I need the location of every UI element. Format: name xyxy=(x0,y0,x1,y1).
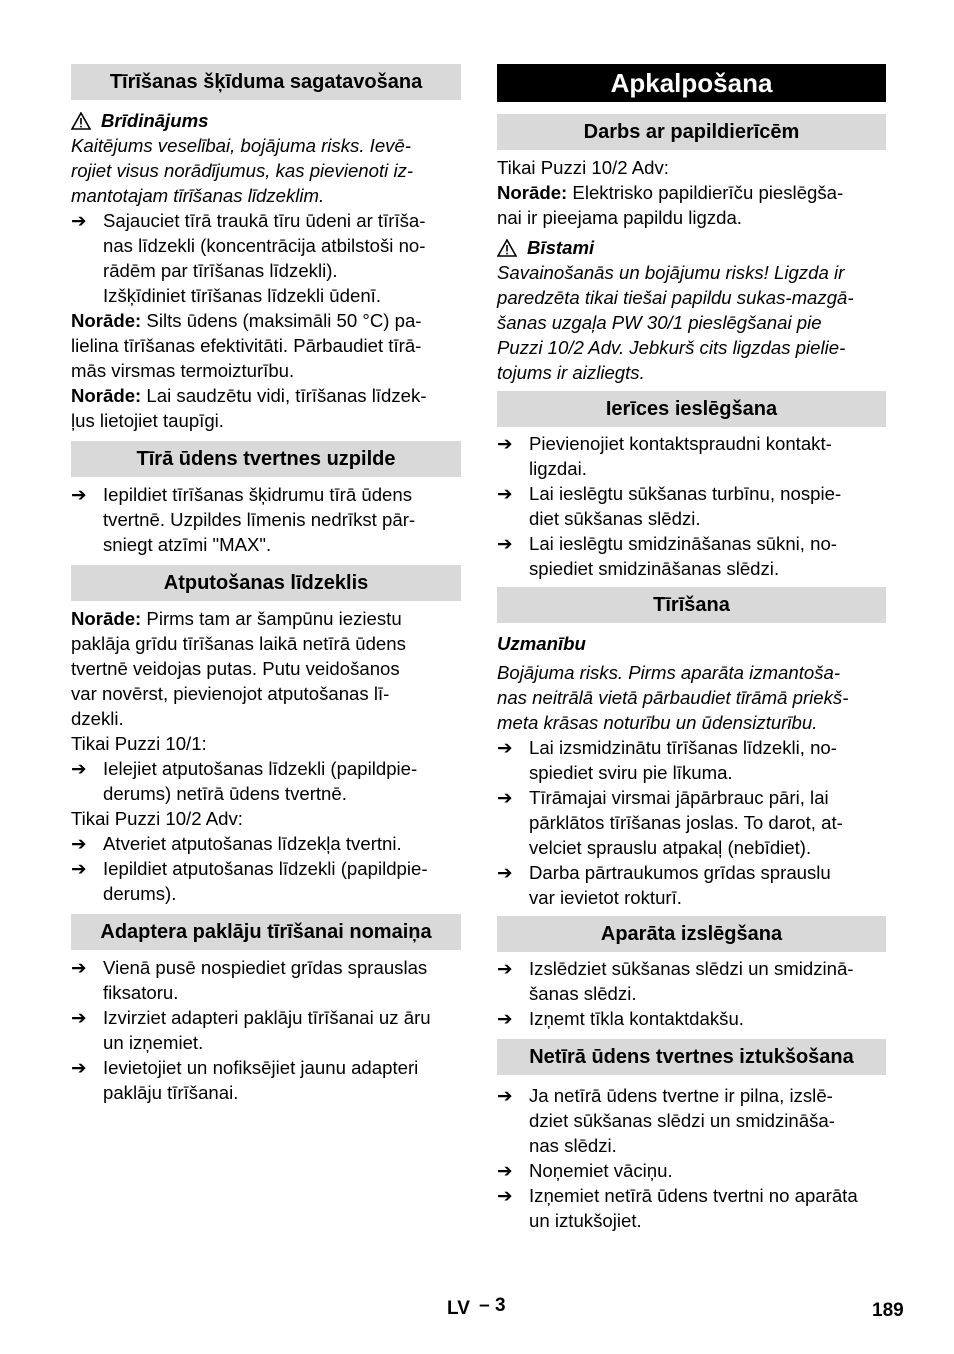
left-column xyxy=(71,64,461,1105)
section-heading: Adaptera paklāju tīrīšanai nomaiņa xyxy=(71,914,461,950)
arrow-right-icon: ➔ xyxy=(71,858,87,879)
list-item-text: sniegt atzīmi "MAX". xyxy=(103,534,272,555)
section-heading: Tīrā ūdens tvertnes uzpilde xyxy=(71,441,461,477)
caution-heading: Uzmanību xyxy=(497,633,586,654)
warning-text: mantotajam tīrīšanas līdzeklim. xyxy=(71,185,325,206)
list-item-text: rādēm par tīrīšanas līdzekli). xyxy=(103,260,338,281)
list-item: ➔ Ielejiet atputošanas līdzekli (papildpie- xyxy=(71,758,418,779)
list-item-text: spiediet smidzināšanas slēdzi. xyxy=(529,558,780,579)
list-item-text: Izšķīdiniet tīrīšanas līdzekli ūdenī. xyxy=(103,285,382,306)
list-item-text: spiediet sviru pie līkuma. xyxy=(529,762,733,783)
list-item: ➔ Iepildiet atputošanas līdzekli (papildpie- xyxy=(71,858,428,879)
list-item-text: pārklātos tīrīšanas joslas. To darot, at- xyxy=(529,812,843,833)
section-heading: Tīrīšanas šķīduma sagatavošana xyxy=(71,64,461,100)
arrow-right-icon: ➔ xyxy=(71,484,87,505)
list-item: ➔ Atveriet atputošanas līdzekļa tvertni. xyxy=(71,833,402,854)
list-item: ➔ Vienā pusē nospiediet grīdas sprauslas xyxy=(71,957,428,978)
note-paragraph: Norāde: Silts ūdens (maksimāli 50 °C) pa- xyxy=(71,310,422,331)
list-item: ➔ Izņemiet netīrā ūdens tvertni no aparāta xyxy=(497,1185,858,1206)
note-paragraph: var novērst, pievienojot atputošanas lī- xyxy=(71,683,390,704)
list-item: ➔ Noņemiet vāciņu. xyxy=(497,1160,673,1181)
right-column xyxy=(497,64,886,1233)
list-item-text: derums). xyxy=(103,883,177,904)
chapter-title: Apkalpošana xyxy=(497,64,886,102)
list-item-text: velciet sprauslu atpakaļ (nebīdiet). xyxy=(529,837,812,858)
list-item: ➔ Sajauciet tīrā traukā tīru ūdeni ar tīrīša- xyxy=(71,210,426,231)
note-paragraph: dzekli. xyxy=(71,708,124,729)
caution-text: meta krāsas noturību un ūdensizturību. xyxy=(497,712,818,733)
list-item-text: tvertnē. Uzpildes līmenis nedrīkst pār- xyxy=(103,509,416,530)
list-item-text: nas slēdzi. xyxy=(529,1135,617,1156)
note-paragraph: Norāde: Pirms tam ar šampūnu ieziestu xyxy=(71,608,402,629)
list-item-text: var ievietot rokturī. xyxy=(529,887,682,908)
list-item: ➔ Izslēdziet sūkšanas slēdzi un smidzinā- xyxy=(497,958,854,979)
arrow-right-icon: ➔ xyxy=(71,833,87,854)
warning-text: Kaitējums veselībai, bojājuma risks. Ievē- xyxy=(71,135,411,156)
arrow-right-icon: ➔ xyxy=(497,533,513,554)
arrow-right-icon: ➔ xyxy=(71,758,87,779)
list-item: ➔ Ja netīrā ūdens tvertne ir pilna, izslē- xyxy=(497,1085,833,1106)
list-item-text: un izņemiet. xyxy=(103,1032,204,1053)
caution-text: nas neitrālā vietā pārbaudiet tīrāmā priekš- xyxy=(497,687,849,708)
list-item-text: un iztukšojiet. xyxy=(529,1210,642,1231)
arrow-right-icon: ➔ xyxy=(497,483,513,504)
note-paragraph: lielina tīrīšanas efektivitāti. Pārbaudiet tīrā- xyxy=(71,335,422,356)
arrow-right-icon: ➔ xyxy=(497,787,513,808)
warning-triangle-icon xyxy=(71,112,91,130)
arrow-right-icon: ➔ xyxy=(497,958,513,979)
note-paragraph: paklāja grīdu tīrīšanas laikā netīrā ūdens xyxy=(71,633,406,654)
model-note: Tikai Puzzi 10/2 Adv: xyxy=(71,808,243,829)
list-item-text: nas līdzekli (koncentrācija atbilstoši no- xyxy=(103,235,426,256)
arrow-right-icon: ➔ xyxy=(497,1008,513,1029)
arrow-right-icon: ➔ xyxy=(497,1160,513,1181)
note-paragraph: Norāde: Lai saudzētu vidi, tīrīšanas līdzek- xyxy=(71,385,427,406)
note-paragraph: Norāde: Elektrisko papildierīču pieslēgša- xyxy=(497,182,844,203)
list-item: ➔ Ievietojiet un nofiksējiet jaunu adapteri xyxy=(71,1057,419,1078)
list-item-text: ligzdai. xyxy=(529,458,587,479)
list-item-text: šanas slēdzi. xyxy=(529,983,637,1004)
list-item: ➔ Iepildiet tīrīšanas šķidrumu tīrā ūdens xyxy=(71,484,413,505)
page-number: 189 xyxy=(872,1300,904,1321)
note-paragraph: nai ir pieejama papildu ligzda. xyxy=(497,207,742,228)
section-heading: Tīrīšana xyxy=(497,587,886,623)
arrow-right-icon: ➔ xyxy=(71,957,87,978)
danger-text: paredzēta tikai tiešai papildu sukas-mazgā- xyxy=(497,287,854,308)
danger-heading xyxy=(497,235,886,260)
list-item: ➔ Lai izsmidzinātu tīrīšanas līdzekli, no- xyxy=(497,737,837,758)
arrow-right-icon: ➔ xyxy=(497,433,513,454)
warning-title: Brīdinājums xyxy=(101,110,209,131)
list-item-text: fiksatoru. xyxy=(103,982,179,1003)
arrow-right-icon: ➔ xyxy=(497,737,513,758)
list-item-text: derums) netīrā ūdens tvertnē. xyxy=(103,783,347,804)
list-item: ➔ Izvirziet adapteri paklāju tīrīšanai uz āru xyxy=(71,1007,431,1028)
language-code: LV xyxy=(447,1298,470,1319)
caution-text: Bojājuma risks. Pirms aparāta izmantoša- xyxy=(497,662,841,683)
warning-text: rojiet visus norādījumus, kas pievienoti iz- xyxy=(71,160,414,181)
model-note: Tikai Puzzi 10/1: xyxy=(71,733,207,754)
arrow-right-icon: ➔ xyxy=(497,1085,513,1106)
arrow-right-icon: ➔ xyxy=(71,1057,87,1078)
list-item: ➔ Darba pārtraukumos grīdas sprauslu xyxy=(497,862,831,883)
list-item-text: paklāju tīrīšanai. xyxy=(103,1082,239,1103)
list-item: ➔ Tīrāmajai virsmai jāpārbrauc pāri, lai xyxy=(497,787,829,808)
section-heading: Darbs ar papildierīcēm xyxy=(497,114,886,150)
section-heading: Atputošanas līdzeklis xyxy=(71,565,461,601)
danger-text: šanas uzgaļa PW 30/1 pieslēgšanai pie xyxy=(497,312,822,333)
note-paragraph: mās virsmas termoizturību. xyxy=(71,360,295,381)
arrow-right-icon: ➔ xyxy=(497,862,513,883)
arrow-right-icon: ➔ xyxy=(497,1185,513,1206)
list-item: ➔ Pievienojiet kontaktspraudni kontakt- xyxy=(497,433,832,454)
danger-title: Bīstami xyxy=(527,237,595,258)
section-heading: Netīrā ūdens tvertnes iztukšošana xyxy=(497,1039,886,1075)
warning-triangle-icon xyxy=(497,239,517,257)
list-item: ➔ Lai ieslēgtu sūkšanas turbīnu, nospie- xyxy=(497,483,842,504)
section-heading: Aparāta izslēgšana xyxy=(497,916,886,952)
footer-language xyxy=(447,1295,506,1320)
danger-text: Puzzi 10/2 Adv. Jebkurš cits ligzdas pielie- xyxy=(497,337,846,358)
arrow-right-icon: ➔ xyxy=(71,210,87,231)
list-item: ➔ Izņemt tīkla kontaktdakšu. xyxy=(497,1008,744,1029)
note-paragraph: tvertnē veidojas putas. Putu veidošanos xyxy=(71,658,400,679)
arrow-right-icon: ➔ xyxy=(71,1007,87,1028)
danger-text: tojums ir aizliegts. xyxy=(497,362,645,383)
model-note: Tikai Puzzi 10/2 Adv: xyxy=(497,157,669,178)
list-item-text: dziet sūkšanas slēdzi un smidzināša- xyxy=(529,1110,835,1131)
note-paragraph: ļus lietojiet taupīgi. xyxy=(71,410,224,431)
section-page-ref: – 3 xyxy=(479,1295,506,1316)
section-heading: Ierīces ieslēgšana xyxy=(497,391,886,427)
danger-text: Savainošanās un bojājumu risks! Ligzda ir xyxy=(497,262,845,283)
list-item-text: diet sūkšanas slēdzi. xyxy=(529,508,701,529)
warning-heading xyxy=(71,108,461,133)
list-item: ➔ Lai ieslēgtu smidzināšanas sūkni, no- xyxy=(497,533,837,554)
